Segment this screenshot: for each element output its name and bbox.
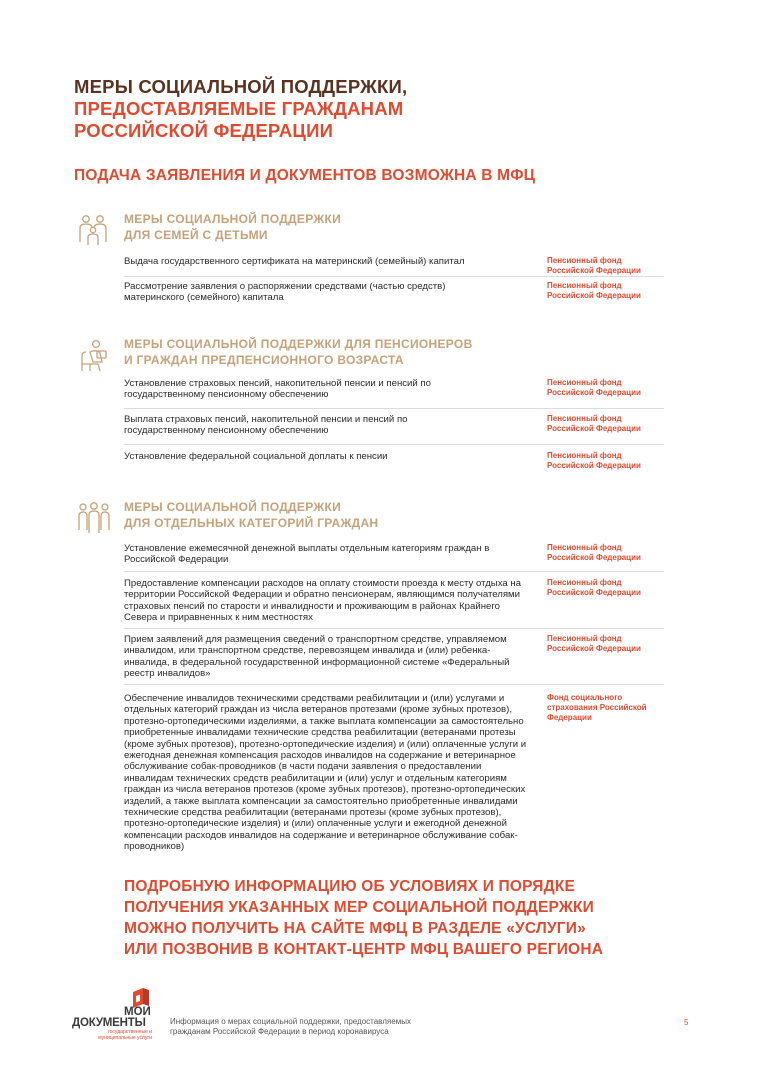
row-org: Пенсионный фонд Российской Федерации: [547, 378, 641, 397]
row-org: Пенсионный фонд Российской Федерации: [547, 281, 641, 300]
title-line-2: ПРЕДОСТАВЛЯЕМЫЕ ГРАЖДАНАМ: [74, 98, 404, 119]
row-text: Обеспечение инвалидов техническими средствами реабилитации и (или) услугами и отдельных категорий граждан из числа ветеранов протезами (кроме зубных протезов), протезно-ортопедическими изделиями, а также выплата компенсации за самостоятельно приобретенные инвалидами технические средства реабилитации (ветеранами протезы (кроме зубных протезов), протезно-ортопедические изделия) и (или) оплаченные услуги и ежегодная денежная компенсация расходов инвалидов на содержание и ветеринарное обслуживание собак-проводников (в части подачи заявления о предоставлении инвалидам технических средств реабилитации и (или) услуг и отдельным категориям граждан из числа ветеранов протезов (кроме зубных протезов), протезно-ортопедических изделий, а также выплата компенсации за самостоятельно приобретенные инвалидами технические средства реабилитации (ветеранами протезы (кроме зубных протезов), протезно-ортопедические изделия) и (или) оплаченные услуги и ежегодной денежной компенсации расходов инвалидов на содержание и ветеринарное обслуживание собак-проводников): [124, 693, 527, 853]
row-org: Фонд социального страхования Российской Федерации: [547, 693, 647, 722]
row-text: Выдача государственного сертификата на материнский (семейный) капитал: [124, 256, 465, 267]
row-text: Прием заявлений для размещения сведений о транспортном средстве, управляемом инвалидом, или транспортном средстве, перевозящем инвалида и (или) ребенка-инвалида, в федеральной государственной информационной системе «Федеральный реестр инвалидов»: [124, 634, 510, 680]
logo-text-line-1: МОИ: [124, 1006, 151, 1018]
row-text: Установление федеральной социальной доплаты к пенсии: [124, 451, 388, 462]
table-row: [124, 543, 664, 572]
section-heading-families: МЕРЫ СОЦИАЛЬНОЙ ПОДДЕРЖКИ ДЛЯ СЕМЕЙ С ДЕТЬМИ: [124, 212, 342, 242]
table-row: [124, 414, 664, 445]
table-row: [124, 578, 664, 629]
table-row: [124, 378, 664, 409]
row-text: Установление страховых пенсий, накопительной пенсии и пенсий по государственному пенсионному обеспечению: [124, 378, 431, 401]
row-org: Пенсионный фонд Российской Федерации: [547, 414, 641, 433]
pensioner-icon: [76, 338, 112, 374]
page-subtitle: ПОДАЧА ЗАЯВЛЕНИЯ И ДОКУМЕНТОВ ВОЗМОЖНА В МФЦ: [74, 167, 536, 184]
row-org: Пенсионный фонд Российской Федерации: [547, 634, 641, 653]
section-heading-categories: МЕРЫ СОЦИАЛЬНОЙ ПОДДЕРЖКИ ДЛЯ ОТДЕЛЬНЫХ КАТЕГОРИЙ ГРАЖДАН: [124, 500, 379, 530]
page-title: [74, 76, 407, 142]
title-line-1: МЕРЫ СОЦИАЛЬНОЙ ПОДДЕРЖКИ,: [74, 76, 408, 97]
group-icon: [76, 500, 112, 536]
logo-text-line-3: государственные и муниципальные услуги: [98, 1029, 152, 1041]
row-text: Предоставление компенсации расходов на оплату стоимости проезда к месту отдыха на территории Российской Федерации и обратно пенсионерам, являющимся получателями страховых пенсий по старости и инвалидности и проживающим в районах Крайнего Севера и приравненных к ним местностях: [124, 578, 522, 624]
table-row: [124, 281, 664, 305]
footer-info: Информация о мерах социальной поддержки, предоставляемых гражданам Российской Федерации в период коронавируса: [170, 1017, 411, 1036]
title-line-3: РОССИЙСКОЙ ФЕДЕРАЦИИ: [74, 120, 334, 141]
family-icon: [76, 212, 112, 248]
row-org: Пенсионный фонд Российской Федерации: [547, 256, 641, 275]
section-heading-pensioners: МЕРЫ СОЦИАЛЬНОЙ ПОДДЕРЖКИ ДЛЯ ПЕНСИОНЕРОВ И ГРАЖДАН ПРЕДПЕНСИОННОГО ВОЗРАСТА: [124, 337, 473, 367]
row-org: Пенсионный фонд Российской Федерации: [547, 543, 641, 562]
table-row: [124, 256, 664, 277]
call-to-action: ПОДРОБНУЮ ИНФОРМАЦИЮ ОБ УСЛОВИЯХ И ПОРЯДКЕ ПОЛУЧЕНИЯ УКАЗАННЫХ МЕР СОЦИАЛЬНОЙ ПОДДЕРЖКИ МОЖНО ПОЛУЧИТЬ НА САЙТЕ МФЦ В РАЗДЕЛЕ «УСЛУГИ» ИЛИ ПОЗВОНИВ В КОНТАКТ-ЦЕНТР МФЦ ВАШЕГО РЕГИОНА: [124, 878, 604, 958]
row-org: Пенсионный фонд Российской Федерации: [547, 578, 641, 597]
table-row: [124, 451, 664, 475]
row-text: Установление ежемесячной денежной выплаты отдельным категориям граждан в Российской Федерации: [124, 543, 490, 566]
row-org: Пенсионный фонд Российской Федерации: [547, 451, 641, 470]
table-row: [124, 634, 664, 685]
row-text: Рассмотрение заявления о распоряжении средствами (частью средств) материнского (семейного) капитала: [124, 281, 446, 304]
mfc-logo: [72, 986, 152, 1041]
table-row: [124, 693, 664, 853]
logo-text-line-2: ДОКУМЕНТЫ: [72, 1017, 146, 1029]
row-text: Выплата страховых пенсий, накопительной пенсии и пенсий по государственному пенсионному обеспечению: [124, 414, 408, 437]
page-number: 5: [684, 1018, 689, 1027]
